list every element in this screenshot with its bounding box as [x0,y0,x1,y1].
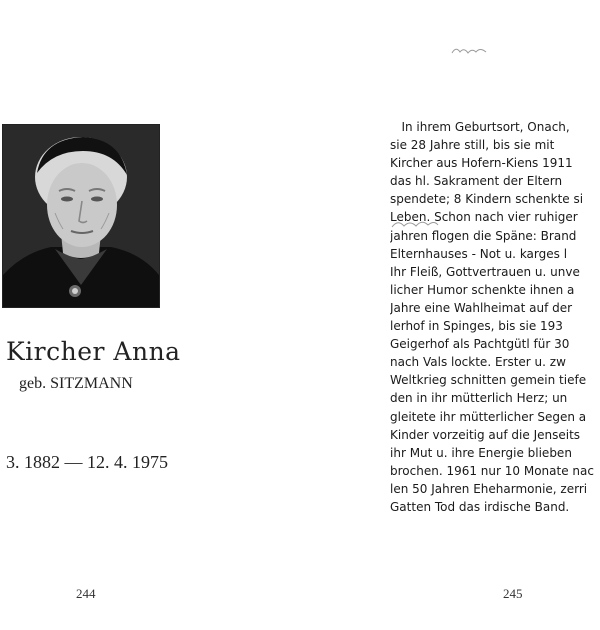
deceased-name: Kircher Anna [6,337,181,366]
portrait-image [3,125,159,307]
library-stamp [390,216,440,232]
right-page [300,0,600,630]
biography-line: brochen. 1961 nur 10 Monate nac [390,463,594,478]
biography-line: licher Humor schenkte ihnen a [390,282,575,297]
biography-line: gleitete ihr mütterlicher Segen a [390,409,587,424]
biography-line: Jahre eine Wahlheimat auf der [390,300,573,315]
biography-line: In ihrem Geburtsort, Onach, [390,120,570,134]
biography-line: sie 28 Jahre still, bis sie mit [390,138,555,153]
biography-line: Weltkrieg schnitten gemein tiefe [390,373,587,388]
library-stamp-top [450,44,490,58]
biography-line: jahren flogen die Späne: Brand [390,228,577,243]
biography-line: den in ihr mütterlich Herz; un [390,391,568,406]
biography-line: Elternhauses - Not u. karges l [390,246,568,261]
biography-line: ihr Mut u. ihre Energie blieben [390,445,572,460]
page-number-right: 245 [503,586,523,601]
biography-line: spendete; 8 Kindern schenkte si [390,192,584,207]
life-dates: 3. 1882 — 12. 4. 1975 [6,452,168,472]
biography-line: lerhof in Spinges, bis sie 193 [390,319,563,334]
biography-line: Leben. Schon nach vier ruhiger [390,210,578,225]
portrait-photo [2,124,160,308]
page-number-left: 244 [76,586,96,601]
maiden-name: geb. SITZMANN [19,375,133,392]
biography-line: Geigerhof als Pachtgütl für 30 [390,337,570,352]
biography-text [390,118,600,516]
biography-line: das hl. Sakrament der Eltern [390,174,563,189]
biography-line: Ihr Fleiß, Gottvertrauen u. unve [390,264,580,279]
biography-line: Kinder vorzeitig auf die Jenseits [390,427,581,442]
biography-line: len 50 Jahren Eheharmonie, zerri [390,481,588,496]
biography-line: Kircher aus Hofern-Kiens 1911 [390,156,573,171]
biography-line: Gatten Tod das irdische Band. [390,499,570,514]
biography-line: nach Vals lockte. Erster u. zw [390,355,566,370]
